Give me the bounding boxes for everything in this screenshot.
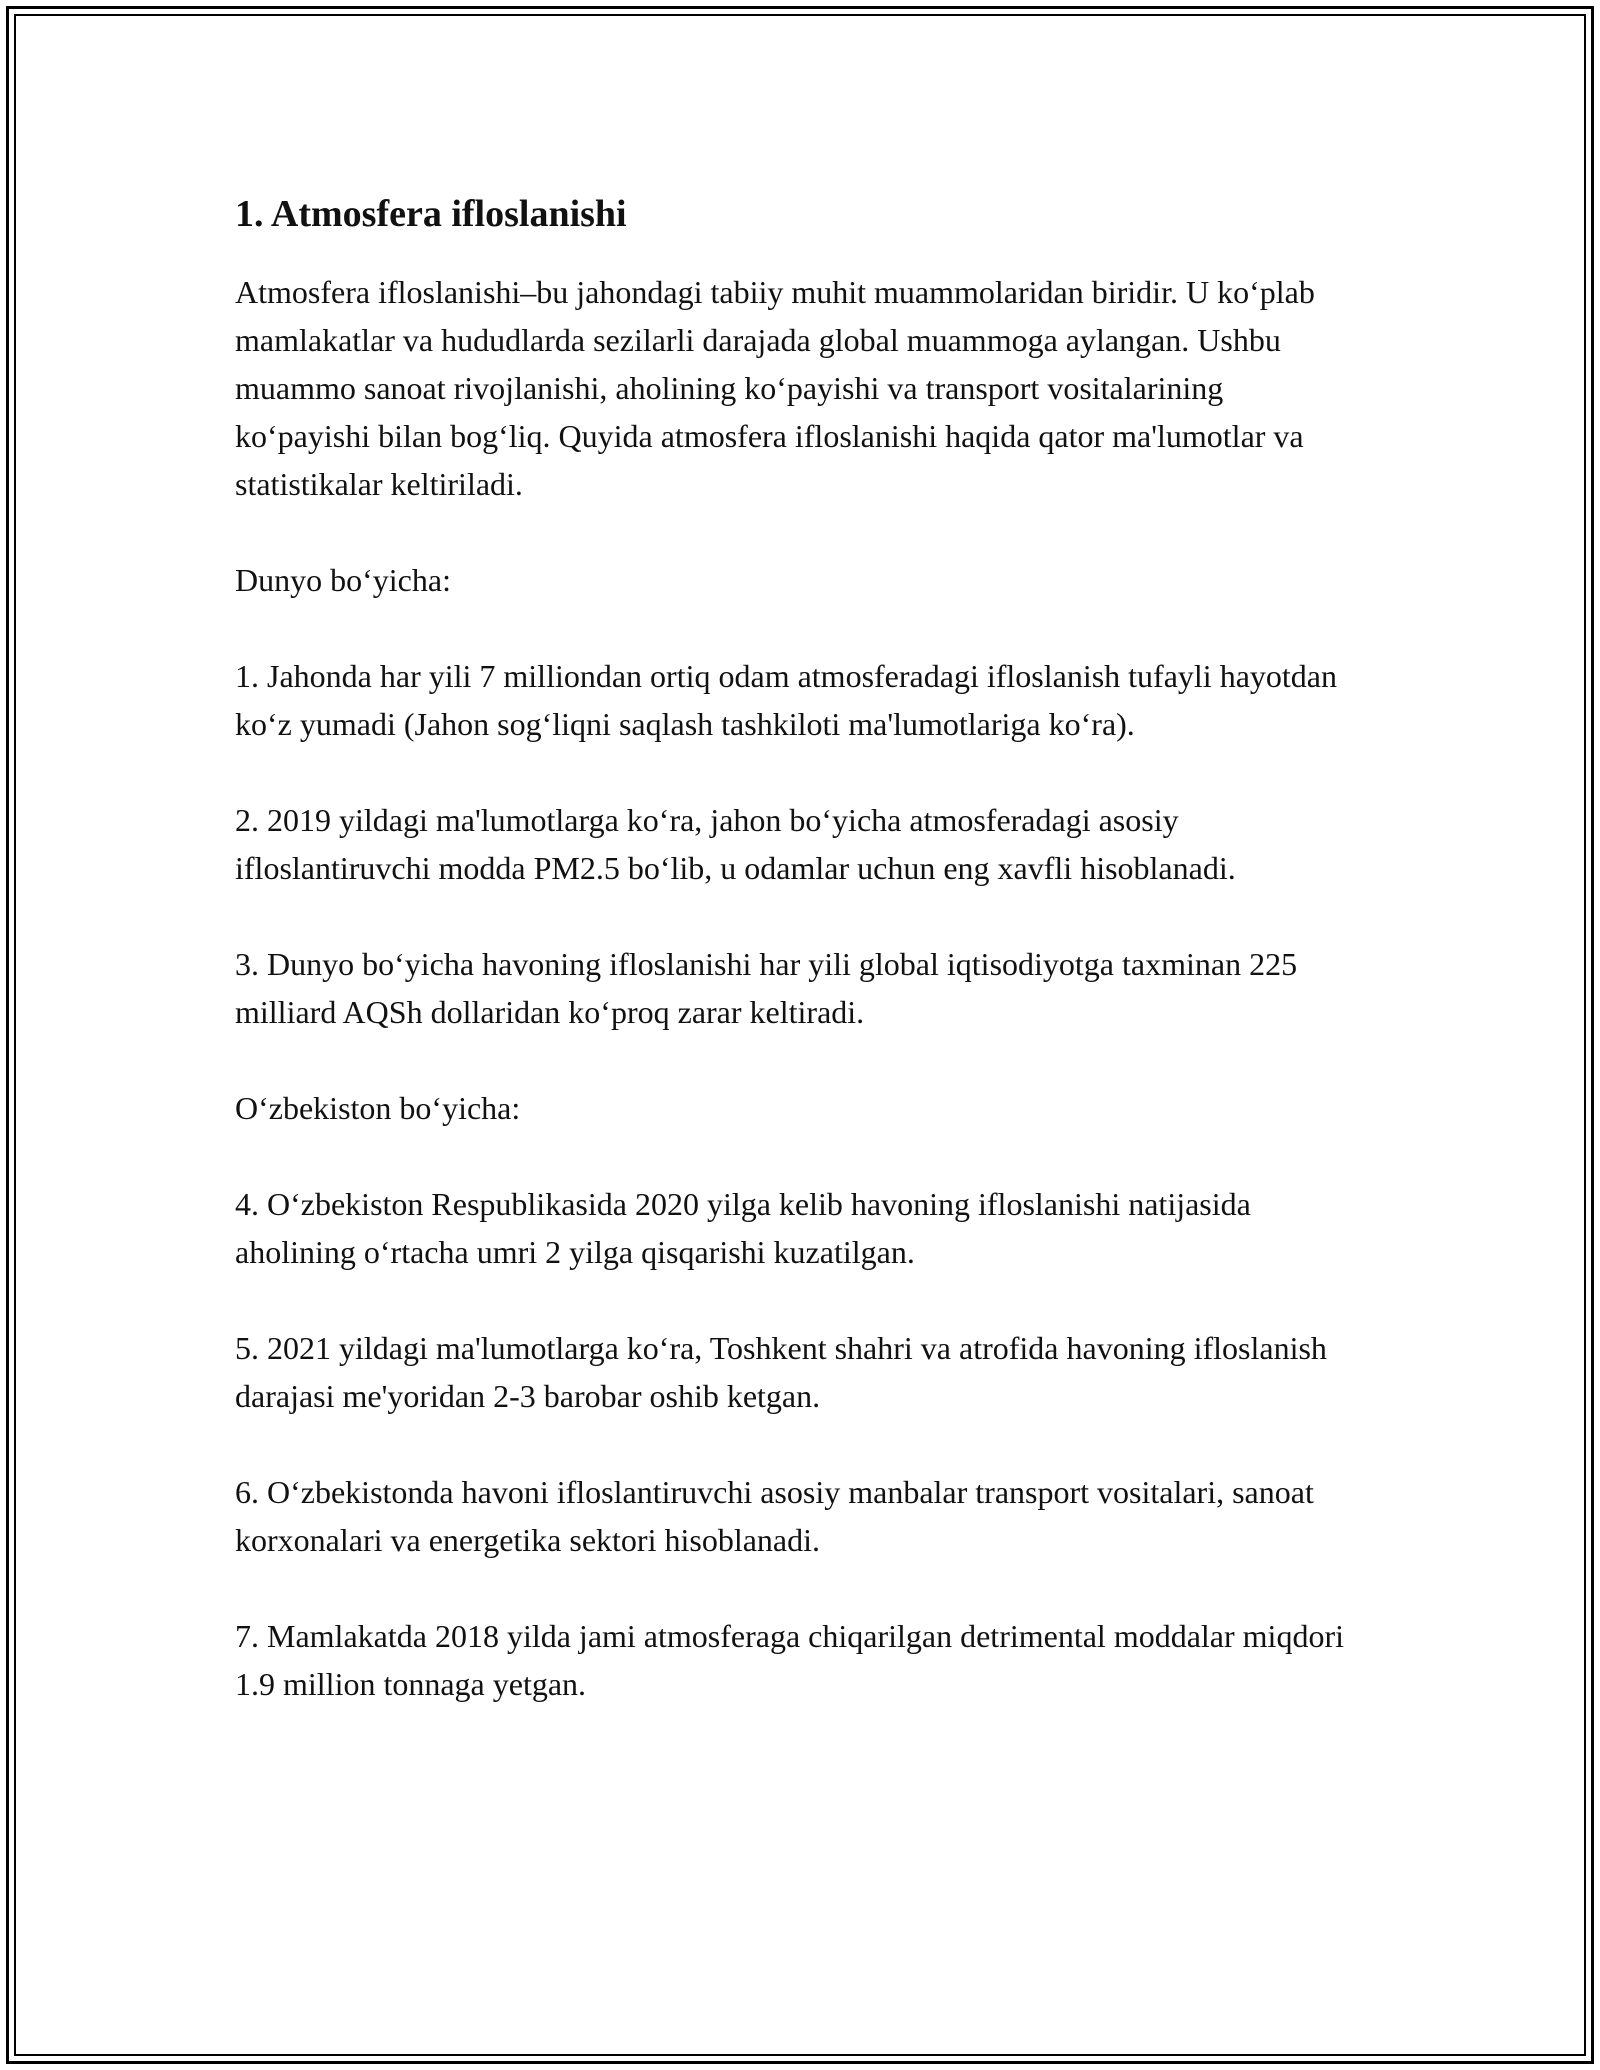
intro-paragraph: Atmosfera ifloslanishi–bu jahondagi tabiiy muhit muammolaridan biridir. U ko‘plab mamlakatlar va hududlarda sezilarli darajada global muammoga aylangan. Ushbu muammo sanoat rivojlanishi, aholining ko‘payishi va transport vositalarining ko‘payishi bilan bog‘liq. Quyida atmosfera ifloslanishi haqida qator ma'lumotlar va statistikalar keltiriladi. [235, 274, 1315, 502]
uzbekistan-item-6: 6. O‘zbekistonda havoni ifloslantiruvchi asosiy manbalar transport vositalari, sanoat korxonalari va energetika sektori hisoblanadi. [235, 1474, 1314, 1558]
document-heading: 1. Atmosfera ifloslanishi [235, 193, 627, 235]
document-body [235, 190, 1365, 1756]
uzbekistan-item-4: 4. O‘zbekiston Respublikasida 2020 yilga kelib havoning ifloslanishi natijasida aholining o‘rtacha umri 2 yilga qisqarishi kuzatilgan. [235, 1186, 1251, 1270]
uzbekistan-item-7: 7. Mamlakatda 2018 yilda jami atmosferaga chiqarilgan detrimental moddalar miqdori 1.9 million tonnaga yetgan. [235, 1618, 1344, 1702]
world-item-3: 3. Dunyo bo‘yicha havoning ifloslanishi har yili global iqtisodiyotga taxminan 225 milliard AQSh dollaridan ko‘proq zarar keltiradi. [235, 946, 1298, 1030]
section-uzbekistan-heading: O‘zbekiston bo‘yicha: [235, 1090, 521, 1126]
world-item-2: 2. 2019 yildagi ma'lumotlarga ko‘ra, jahon bo‘yicha atmosferadagi asosiy ifloslantiruvchi modda PM2.5 bo‘lib, u odamlar uchun eng xavfli hisoblanadi. [235, 802, 1236, 886]
world-item-1: 1. Jahonda har yili 7 milliondan ortiq odam atmosferadagi ifloslanish tufayli hayotdan ko‘z yumadi (Jahon sog‘liqni saqlash tashkiloti ma'lumotlariga ko‘ra). [235, 658, 1337, 742]
section-world-heading: Dunyo bo‘yicha: [235, 562, 451, 598]
uzbekistan-item-5: 5. 2021 yildagi ma'lumotlarga ko‘ra, Toshkent shahri va atrofida havoning ifloslanish darajasi me'yoridan 2-3 barobar oshib ketgan. [235, 1330, 1327, 1414]
